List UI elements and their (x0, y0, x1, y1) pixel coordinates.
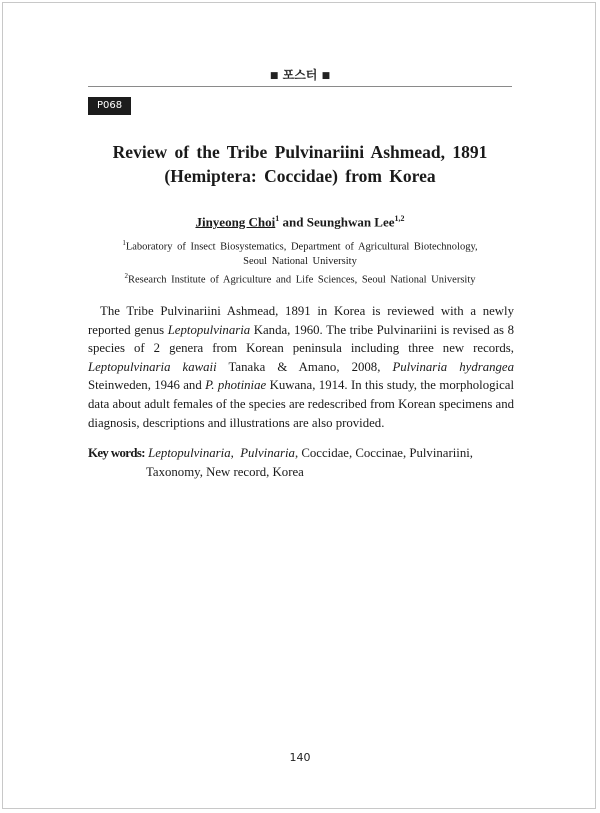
section-label: 포스터 (282, 68, 318, 82)
affiliation-1-line-1: Laboratory of Insect Biosystematics, Department of Agricultural Biotechnology, (125, 241, 478, 253)
keywords-label: Key words: (88, 446, 145, 460)
author-1-name: Jinyeong Choi (195, 214, 276, 230)
affiliation-2 (88, 269, 512, 288)
section-header (88, 66, 512, 83)
square-marker-icon: ■ (321, 71, 331, 81)
species-name: Pulvinaria hydrangea (392, 359, 515, 374)
square-marker-icon: ■ (269, 71, 279, 81)
species-name: P. photiniae (205, 378, 267, 393)
abstract-text (88, 302, 514, 432)
species-name: Leptopulvinaria kawaii (88, 359, 217, 374)
page-number: 140 (289, 751, 311, 764)
abstract-run: Kuwana, 1914. In this study, the morphological data about adult females of the species are redescribed from Korean specimens and diagnosis, descriptions and illustrations are also provided. (88, 378, 514, 430)
title-line-2: (Hemiptera: Coccidae) from Korea (164, 166, 436, 186)
header-rule (88, 86, 512, 87)
abstract-run: Tanaka & Amano, 2008, (216, 359, 393, 374)
author-list (88, 214, 512, 230)
abstract-run: The Tribe Pulvinariini Ashmead, 1891 in Korea is reviewed with a newly reported genus (88, 304, 514, 337)
affiliation-2-line-1: Research Institute of Agriculture and Life Sciences, Seoul National University (128, 274, 476, 285)
affiliation-2-mark: 2 (124, 271, 128, 280)
keyword-genus: Leptopulvinaria, (148, 446, 234, 460)
paper-title (88, 140, 512, 188)
author-2-name: Seunghwan Lee (306, 214, 395, 230)
affiliation-1-line-2: Seoul National University (243, 255, 357, 267)
keywords-rest: , Coccidae, Coccinae, Pulvinariini, Taxonomy, New record, Korea (146, 446, 473, 479)
abstract-run: Kanda, 1960. The tribe Pulvinariini is revised as 8 species of 2 genera from Korean peninsula including three new records, (88, 322, 514, 356)
author-1-affil-mark: 1 (275, 214, 280, 223)
title-line-1: Review of the Tribe Pulvinariini Ashmead, 1891 (112, 142, 488, 162)
author-conjunction: and (279, 214, 307, 230)
affiliation-1-mark: 1 (122, 239, 126, 247)
poster-code-badge: P068 (88, 97, 131, 115)
affiliation-1 (88, 236, 512, 255)
affiliations (88, 236, 512, 287)
genus-name: Leptopulvinaria (167, 322, 251, 337)
author-2-affil-mark: 1,2 (394, 214, 405, 223)
abstract-run: Steinweden, 1946 and (88, 378, 206, 393)
keywords (88, 444, 518, 481)
keyword-genus: Pulvinaria (240, 446, 295, 460)
